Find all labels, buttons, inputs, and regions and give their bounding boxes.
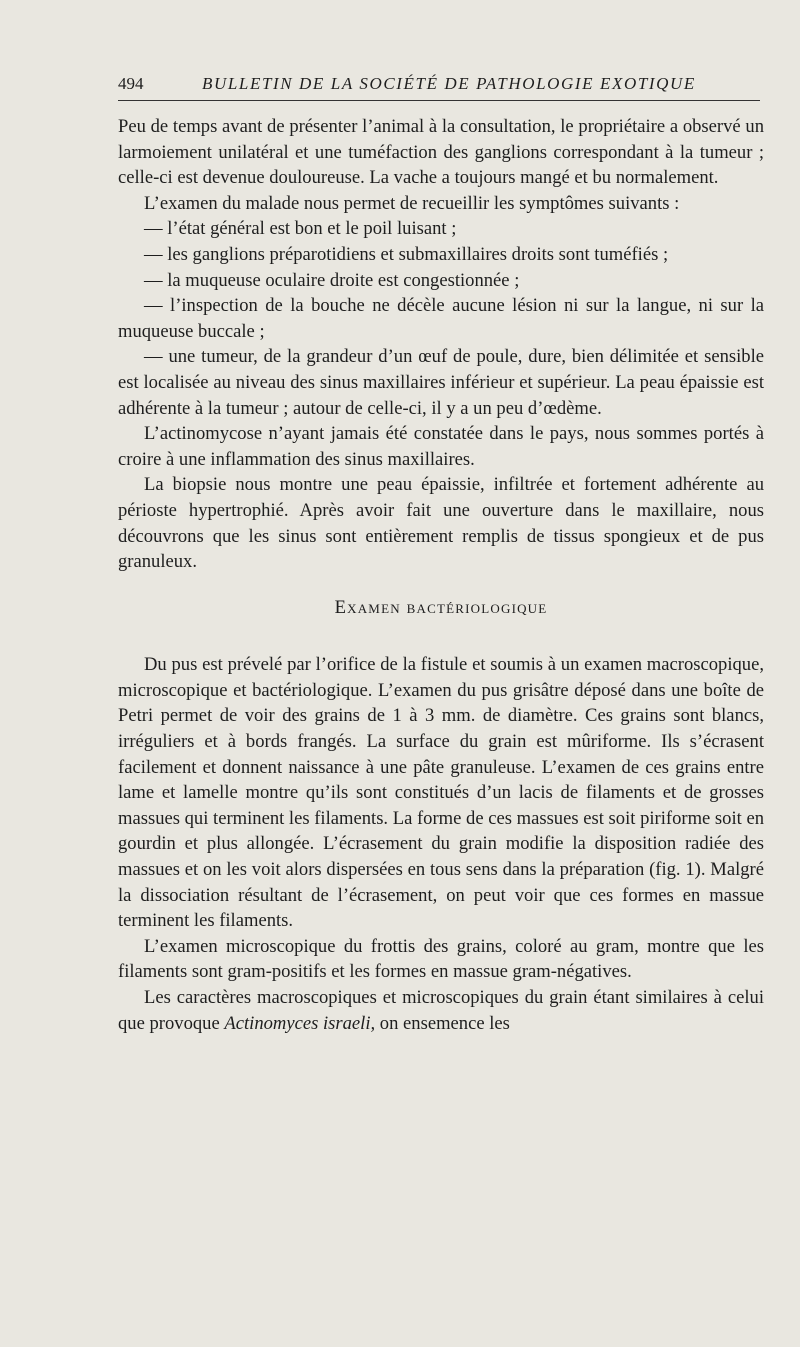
list-item: — l’inspection de la bouche ne décèle aucune lésion ni sur la langue, ni sur la muqueuse buccale ; [118, 295, 764, 342]
paragraph: L’examen du malade nous permet de recueillir les symptômes suivants : [144, 192, 680, 214]
body-text [118, 114, 764, 1036]
list-item: — les ganglions préparotidiens et submaxillaires droits sont tuméfiés ; [144, 243, 669, 265]
paragraph-text: Les caractères macroscopiques et microscopiques du grain étant similaires à celui que provoque [118, 987, 764, 1034]
paragraph-text: on ensemence les [375, 1012, 510, 1034]
species-name: Actinomyces israeli, [224, 1012, 376, 1034]
paragraph: L’examen microscopique du frottis des grains, coloré au gram, montre que les filaments sont gram-positifs et les formes en massue gram-négatives. [118, 935, 764, 983]
header-rule [118, 100, 760, 101]
journal-title: BULLETIN DE LA SOCIÉTÉ DE PATHOLOGIE EXOTIQUE [202, 74, 696, 93]
section-heading [118, 595, 764, 621]
paragraph [118, 985, 764, 1036]
list-item: — l’état général est bon et le poil luisant ; [144, 218, 457, 240]
paragraph: L’actinomycose n’ayant jamais été constatée dans le pays, nous sommes portés à croire à une inflammation des sinus maxillaires. [118, 423, 764, 470]
list-item: — une tumeur, de la grandeur d’un œuf de poule, dure, bien délimitée et sensible est localisée au niveau des sinus maxillaires inférieur et supérieur. La peau épaissie est adhérente à la tumeur ; autour de celle-ci, il y a un peu d’œdème. [118, 346, 764, 419]
page-number: 494 [118, 74, 144, 93]
running-header [118, 72, 760, 100]
paragraph: La biopsie nous montre une peau épaissie, infiltrée et fortement adhérente au périoste hypertrophié. Après avoir fait une ouverture dans le maxillaire, nous découvrons que les sinus sont entièrement remplis de tissus spongieux et de pus granuleux. [118, 474, 764, 573]
section-heading-text: Examen bactériologique [334, 596, 548, 618]
paragraph: Du pus est prévelé par l’orifice de la fistule et soumis à un examen macroscopique, microscopique et bactériologique. L’examen du pus grisâtre déposé dans une boîte de Petri permet de voir des grains de 1 à 3 mm. de diamètre. Ces grains sont blancs, irréguliers et à bords frangés. La surface du grain est mûriforme. Ils s’écrasent facilement et donnent naissance à une pâte granuleuse. L’examen de ces grains entre lame et lamelle montre qu’ils sont constitués d’un lacis de filaments et de grosses massues qui terminent les filaments. La forme de ces massues est soit piriforme soit en gourdin et plus allongée. L’écrasement du grain modifie la disposition radiée des massues et on les voit alors dispersées en tous sens dans la préparation (fig. 1). Malgré la dissociation résultant de l’écrasement, on peut voir que ces formes en massue terminent les filaments. [118, 654, 764, 932]
paragraph: Peu de temps avant de présenter l’animal à la consultation, le propriétaire a observé un larmoiement unilatéral et une tuméfaction des ganglions correspondant à la tumeur ; celle-ci est devenue douloureuse. La vache a toujours mangé et bu normalement. [118, 116, 764, 189]
list-item: — la muqueuse oculaire droite est congestionnée ; [144, 269, 520, 291]
